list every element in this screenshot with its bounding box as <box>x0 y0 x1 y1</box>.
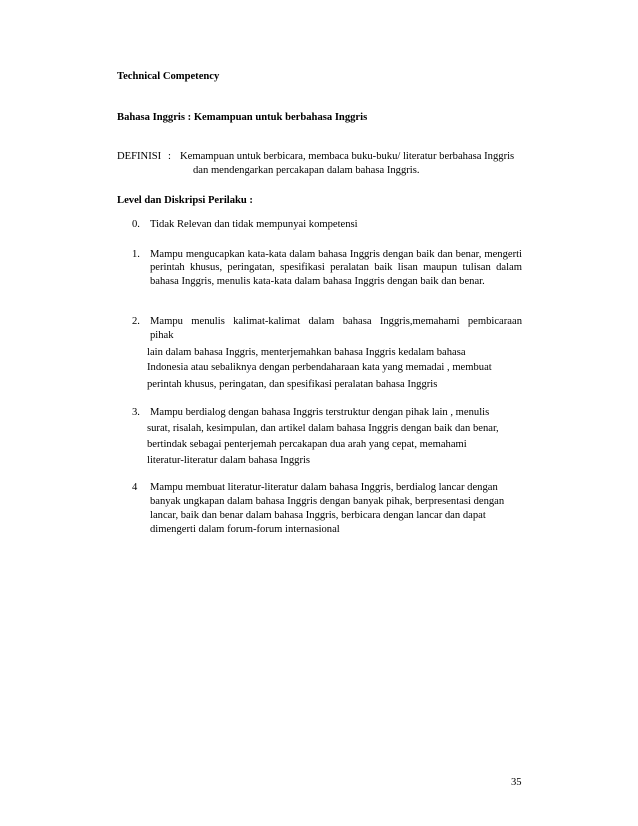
level-text-line: banyak ungkapan dalam bahasa Inggris dengan banyak pihak, berpresentasi dengan <box>150 496 505 507</box>
level-text-line: perintah khusus, peringatan, dan spesifikasi peralatan bahasa Inggris <box>147 379 438 390</box>
level-number: 4 <box>132 482 138 493</box>
level-text-line: Tidak Relevan dan tidak mempunyai kompetensi <box>150 219 358 230</box>
level-text-line: Mampu membuat literatur-literatur dalam bahasa Inggris, berdialog lancar dengan <box>150 482 498 493</box>
definition-label: DEFINISI <box>117 151 162 162</box>
definition-text-line-1: Kemampuan untuk berbicara, membaca buku-buku/ literatur berbahasa Inggris <box>180 151 515 162</box>
competency-title: Bahasa Inggris : Kemampuan untuk berbahasa Inggris <box>117 112 368 123</box>
level-number: 1. <box>132 249 140 260</box>
level-text-line: pihak <box>150 330 174 341</box>
section-title: Technical Competency <box>117 71 220 82</box>
level-number: 3. <box>132 407 140 418</box>
page-number: 35 <box>511 777 522 788</box>
definition-text-line-2: dan mendengarkan percakapan dalam bahasa Inggris. <box>193 165 420 176</box>
level-text-line: Mampu menulis kalimat-kalimat dalam bahasa Inggris,memahami pembicaraan <box>150 316 522 327</box>
level-text-line: literatur-literatur dalam bahasa Inggris <box>147 455 311 466</box>
level-text-line: bertindak sebagai penterjemah percakapan dua arah yang cepat, memahami <box>147 439 467 450</box>
level-text-line: Indonesia atau sebaliknya dengan perbendaharaan kata yang memadai , membuat <box>147 362 492 373</box>
level-text-line: dimengerti dalam forum-forum internasional <box>150 524 340 535</box>
definition-colon: : <box>168 151 171 162</box>
level-text-line: surat, risalah, kesimpulan, dan artikel dalam bahasa Inggris dengan baik dan benar, <box>147 423 499 434</box>
level-text-line: Mampu berdialog dengan bahasa Inggris terstruktur dengan pihak lain , menulis <box>150 407 490 418</box>
level-number: 2. <box>132 316 140 327</box>
level-text-paragraph: Mampu mengucapkan kata-kata dalam bahasa Inggris dengan baik dan benar, mengerti perintah khusus, peringatan, spesifikasi peralatan baik lisan maupun tulisan dalam bahasa Inggris, menulis kata-kata dalam bahasa Inggris dengan baik dan benar. <box>150 249 522 287</box>
level-text-line: lain dalam bahasa Inggris, menterjemahkan bahasa Inggris kedalam bahasa <box>147 347 466 358</box>
level-number: 0. <box>132 219 140 230</box>
level-text-line: lancar, baik dan benar dalam bahasa Inggris, berbicara dengan lancar dan dapat <box>150 510 486 521</box>
levels-heading: Level dan Diskripsi Perilaku : <box>117 195 253 206</box>
